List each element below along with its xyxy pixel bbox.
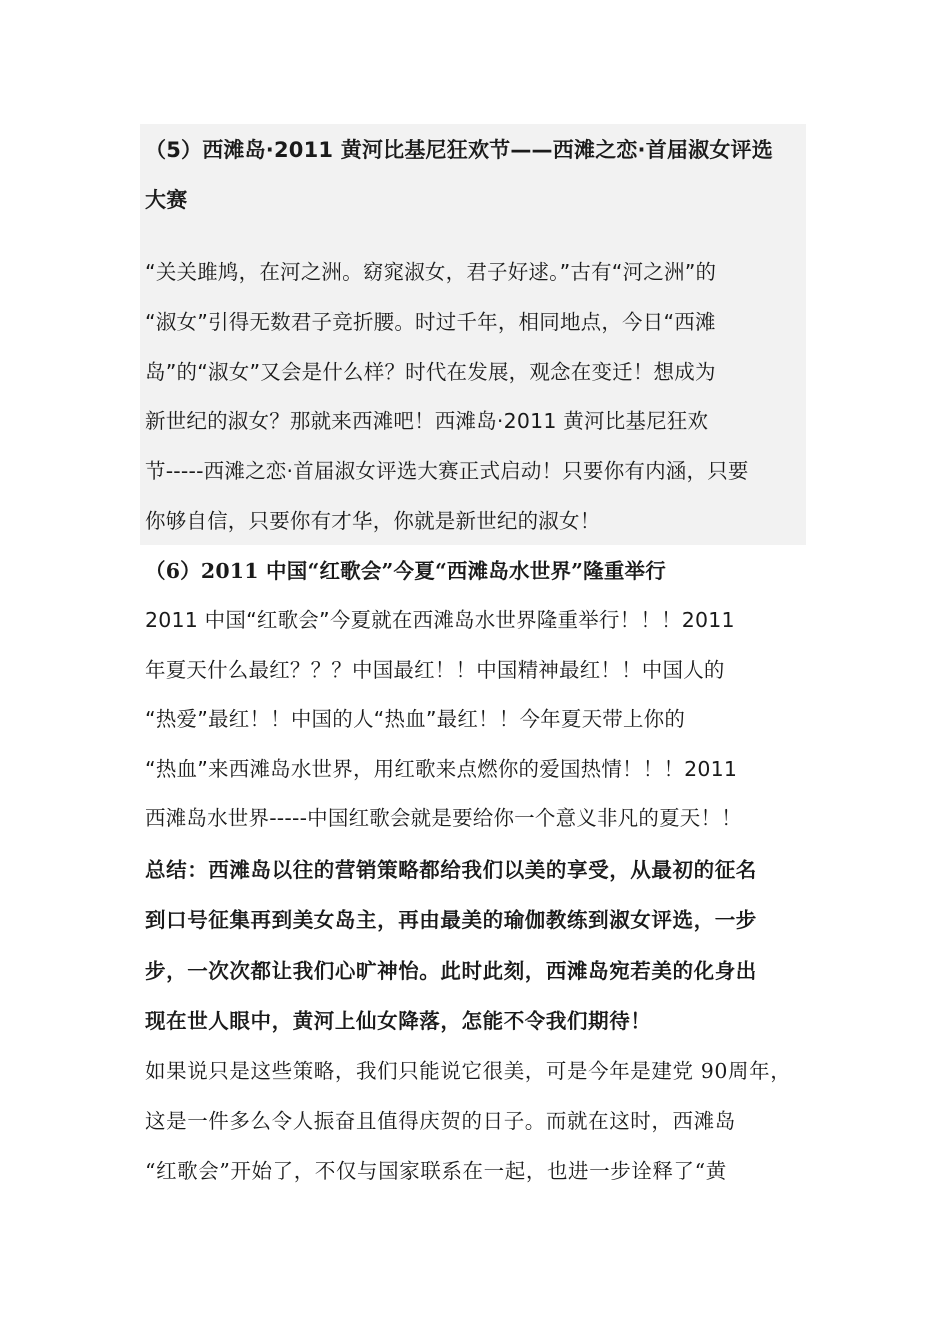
section5-body-line-4: 新世纪的淑女？那就来西滩吧！西滩岛·2011 黄河比基尼狂欢 xyxy=(145,409,709,433)
summary-line-1: 总结：西滩岛以往的营销策略都给我们以美的享受，从最初的征名 xyxy=(145,858,757,882)
section6-title: （6）2011 中国“红歌会”今夏“西滩岛水世界”隆重举行 xyxy=(145,559,666,583)
section5-title-line-1: （5）西滩岛·2011 黄河比基尼狂欢节——西滩之恋·首届淑女评选 xyxy=(145,138,773,162)
section6-body-line-2: 年夏天什么最红？？？中国最红！！中国精神最红！！中国人的 xyxy=(145,658,725,682)
section5-body-line-5: 节-----西滩之恋·首届淑女评选大赛正式启动！只要你有内涵，只要 xyxy=(145,459,749,483)
summary-line-2: 到口号征集再到美女岛主，再由最美的瑜伽教练到淑女评选，一步 xyxy=(145,908,757,932)
section5-title-line-2: 大赛 xyxy=(145,188,188,212)
closing-line-1: 如果说只是这些策略，我们只能说它很美，可是今年是建党 90周年， xyxy=(145,1059,792,1083)
closing-line-3: “红歌会”开始了，不仅与国家联系在一起，也进一步诠释了“黄 xyxy=(145,1159,727,1183)
section5-body-line-3: 岛”的“淑女”又会是什么样？时代在发展，观念在变迁！想成为 xyxy=(145,360,716,384)
closing-line-2: 这是一件多么令人振奋且值得庆贺的日子。而就在这时，西滩岛 xyxy=(145,1109,736,1133)
section6-body-line-5: 西滩岛水世界-----中国红歌会就是要给你一个意义非凡的夏天！！ xyxy=(145,806,742,830)
section6-body-line-1: 2011 中国“红歌会”今夏就在西滩岛水世界隆重举行！！！2011 xyxy=(145,608,735,632)
section6-body-line-4: “热血”来西滩岛水世界，用红歌来点燃你的爱国热情！！！2011 xyxy=(145,757,738,781)
section5-body-line-1: “关关雎鸠，在河之洲。窈窕淑女，君子好逑。”古有“河之洲”的 xyxy=(145,260,717,284)
section5-body-line-6: 你够自信，只要你有才华，你就是新世纪的淑女！ xyxy=(145,509,601,533)
section6-body-line-3: “热爱”最红！！中国的人“热血”最红！！今年夏天带上你的 xyxy=(145,707,686,731)
summary-line-4: 现在世人眼中，黄河上仙女降落，怎能不令我们期待！ xyxy=(145,1009,652,1033)
summary-line-3: 步，一次次都让我们心旷神怡。此时此刻，西滩岛宛若美的化身出 xyxy=(145,959,757,983)
section5-body-line-2: “淑女”引得无数君子竞折腰。时过千年，相同地点，今日“西滩 xyxy=(145,310,716,334)
